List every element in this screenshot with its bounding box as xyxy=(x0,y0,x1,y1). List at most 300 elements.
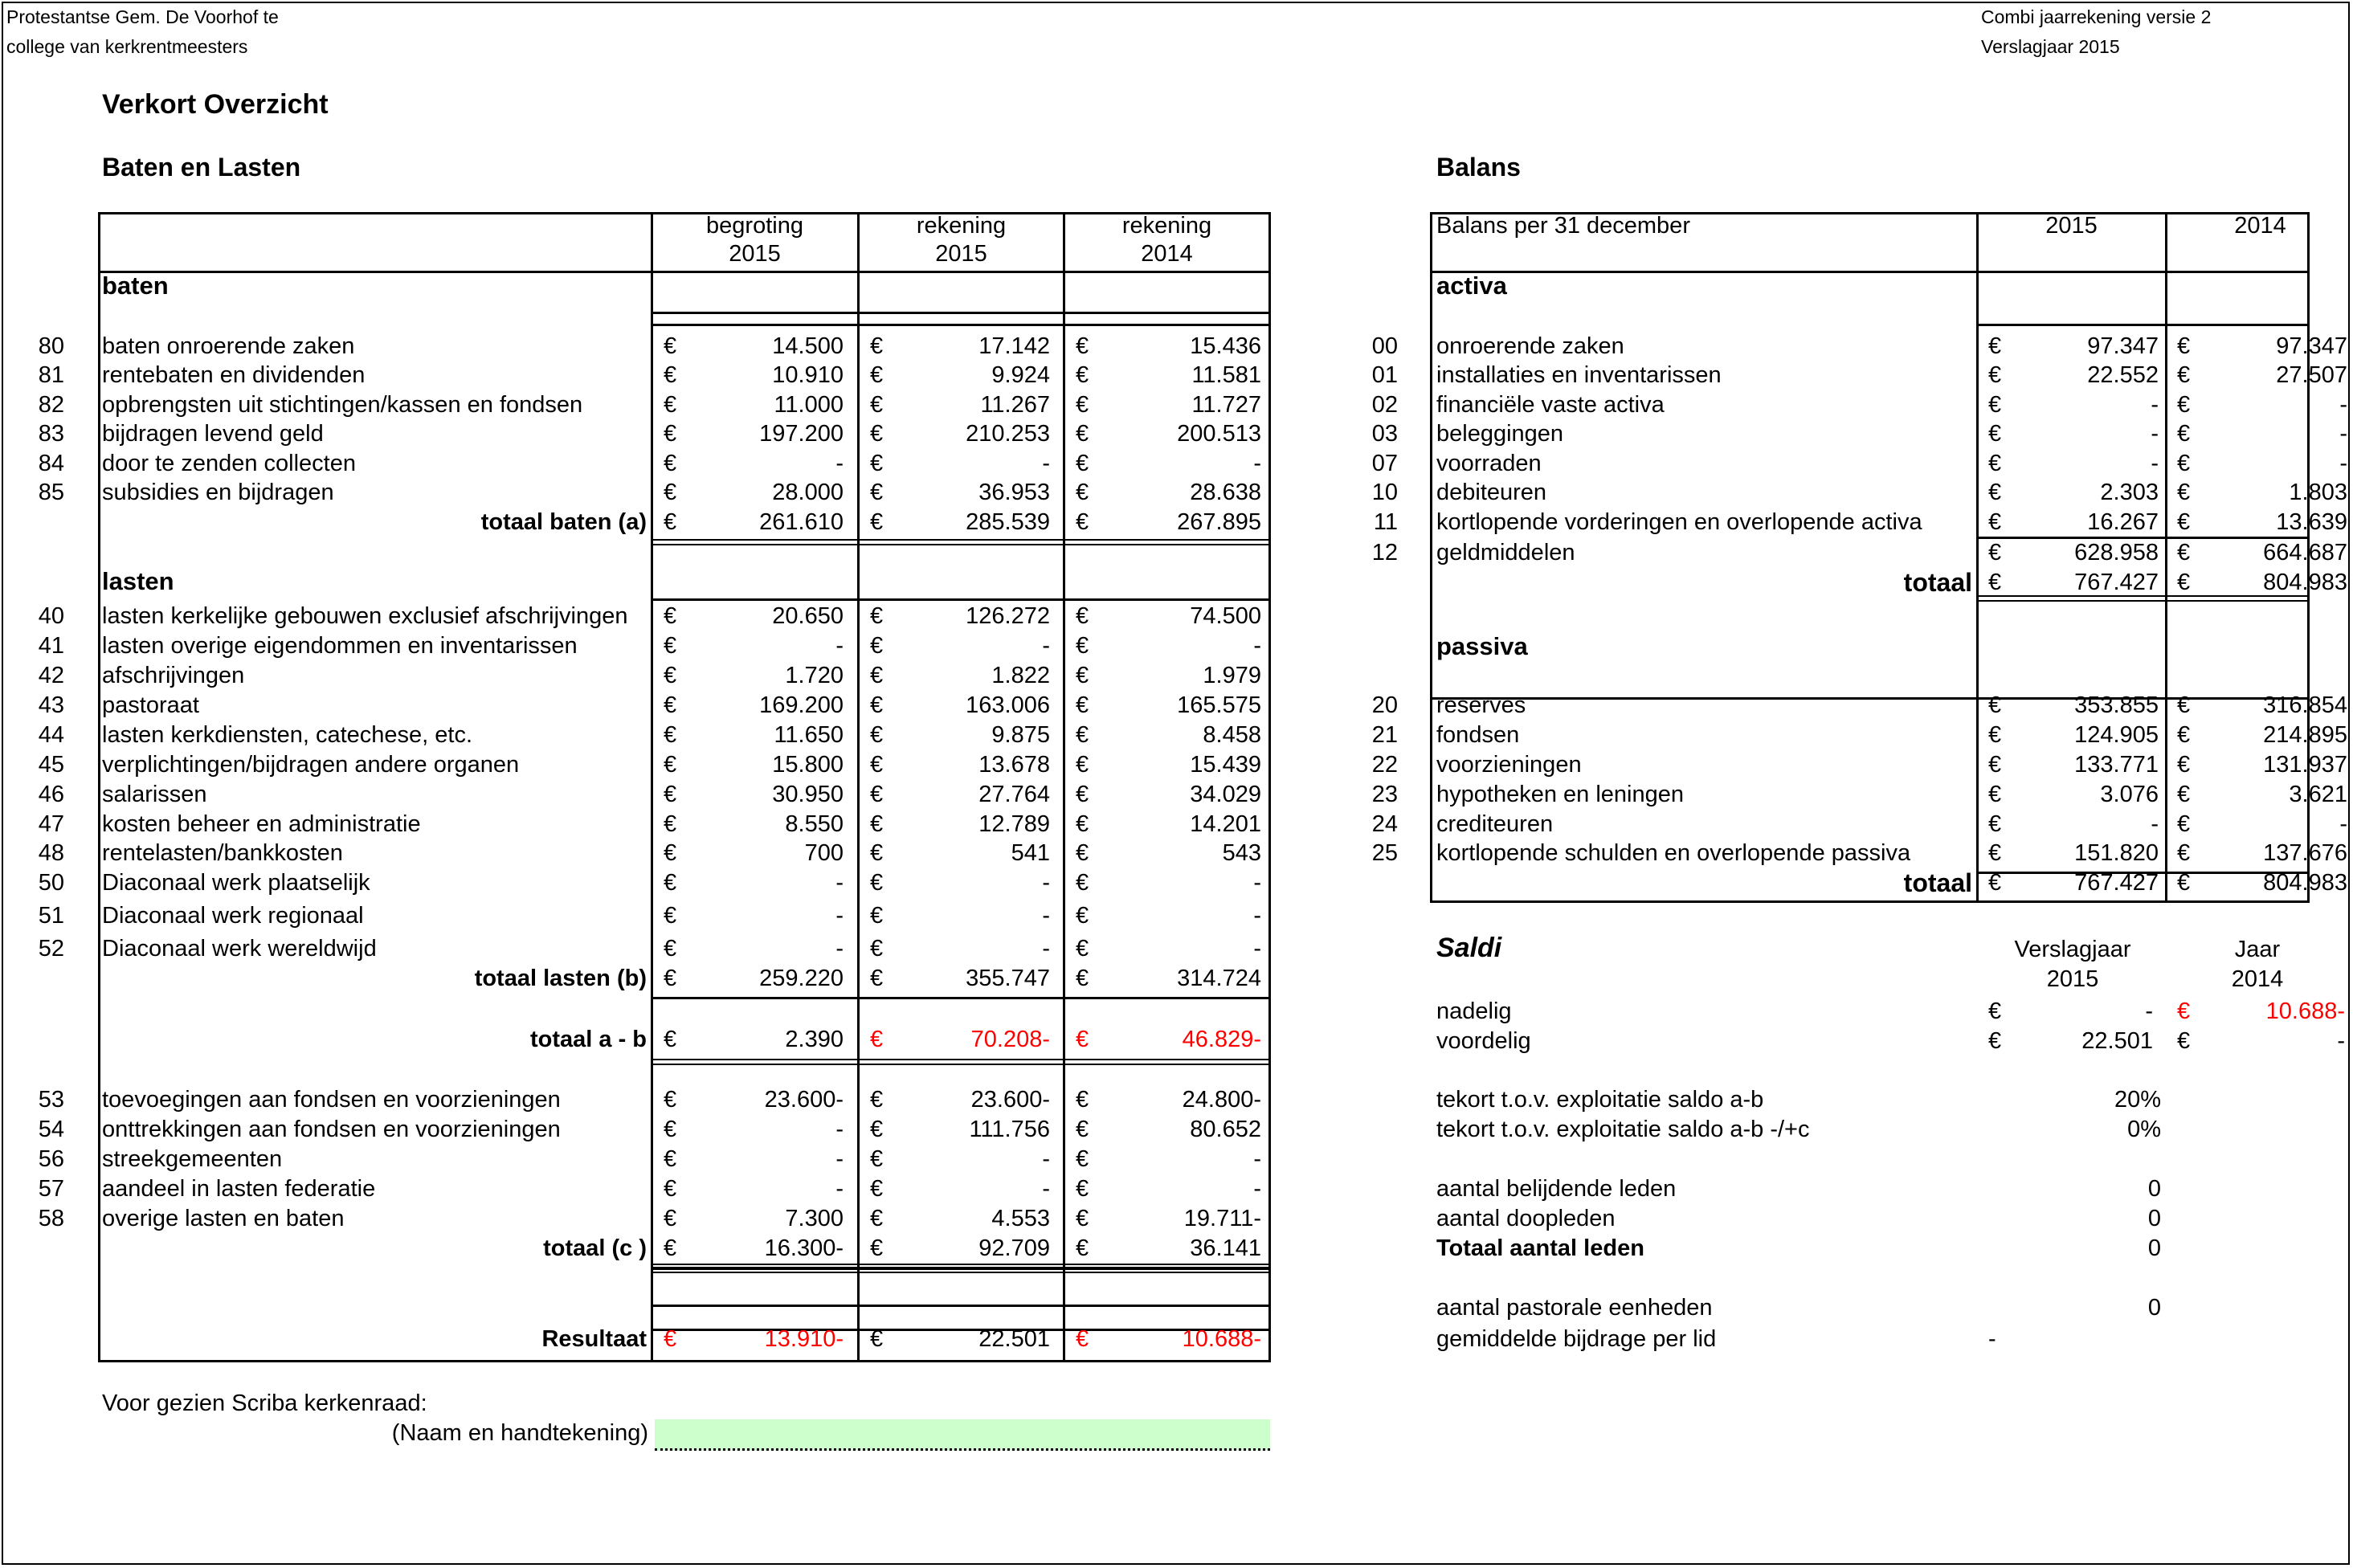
euro-sign: € xyxy=(2177,570,2191,595)
amount-cell: - xyxy=(835,451,844,476)
account-code: 56 xyxy=(38,1146,64,1172)
amount-cell: 259.220 xyxy=(759,966,844,991)
amount-cell: 131.937 xyxy=(2263,752,2347,778)
account-code: 54 xyxy=(38,1117,64,1142)
euro-sign: € xyxy=(664,1235,677,1261)
euro-sign: € xyxy=(870,840,884,866)
amount-cell: 9.875 xyxy=(991,722,1050,748)
amount-cell: - xyxy=(1253,936,1261,962)
account-label: toevoegingen aan fondsen en voorzieningen xyxy=(102,1087,561,1113)
amount-cell: 36.141 xyxy=(1190,1235,1261,1261)
balans-header-label: Balans per 31 december xyxy=(1436,213,1690,239)
account-code: 44 xyxy=(38,722,64,748)
euro-sign: € xyxy=(2177,540,2191,566)
total-label: totaal (c ) xyxy=(543,1235,647,1261)
euro-sign: € xyxy=(870,1027,884,1052)
euro-sign: € xyxy=(664,1027,677,1052)
euro-sign: € xyxy=(1988,480,2002,505)
amount-cell: 8.550 xyxy=(785,811,844,837)
amount-cell: 804.983 xyxy=(2263,870,2347,896)
account-label: onroerende zaken xyxy=(1436,333,1624,359)
row-separator xyxy=(652,312,1271,314)
row-separator xyxy=(1977,324,2310,326)
amount-cell: - xyxy=(835,1117,844,1142)
amount-cell: - xyxy=(835,633,844,659)
amount-cell: 11.727 xyxy=(1191,392,1261,418)
euro-sign: € xyxy=(1988,752,2002,778)
saldi-col2-year: 2014 xyxy=(2231,966,2284,992)
account-label: hypotheken en leningen xyxy=(1436,782,1684,807)
account-label: lasten overige eigendommen en inventarissen xyxy=(102,633,578,659)
stat-value: 0 xyxy=(2147,1176,2161,1202)
euro-sign: € xyxy=(1988,722,2002,748)
balans-title: Balans xyxy=(1436,153,1521,182)
amount-cell: 267.895 xyxy=(1177,509,1261,535)
euro-sign: € xyxy=(2177,362,2191,388)
amount-cell: - xyxy=(835,936,844,962)
amount-cell: 1.822 xyxy=(991,663,1050,688)
amount-cell: 9.924 xyxy=(991,362,1050,388)
account-label: voorraden xyxy=(1436,451,1542,476)
account-label: kortlopende schulden en overlopende passiva xyxy=(1436,840,1911,866)
account-label: debiteuren xyxy=(1436,480,1547,505)
account-code: 01 xyxy=(1371,362,1398,388)
account-code: 80 xyxy=(38,333,64,359)
account-code: 20 xyxy=(1371,692,1398,718)
account-code: 12 xyxy=(1371,540,1398,566)
euro-sign: € xyxy=(870,1117,884,1142)
amount-cell: 22.552 xyxy=(2087,362,2159,388)
euro-sign: € xyxy=(664,392,677,418)
account-code: 22 xyxy=(1371,752,1398,778)
amount-cell: 355.747 xyxy=(966,966,1050,991)
euro-sign: € xyxy=(870,692,884,718)
euro-sign: € xyxy=(2177,451,2191,476)
euro-sign: € xyxy=(1988,692,2002,718)
org-subtitle: college van kerkrentmeesters xyxy=(6,36,248,57)
euro-sign: € xyxy=(1988,451,2002,476)
account-label: streekgemeenten xyxy=(102,1146,283,1172)
euro-sign: € xyxy=(870,752,884,778)
euro-sign: € xyxy=(664,509,677,535)
euro-sign: € xyxy=(870,1235,884,1261)
amount-cell: - xyxy=(1042,1176,1050,1202)
amount-cell: - xyxy=(1042,451,1050,476)
amount-cell: 163.006 xyxy=(966,692,1050,718)
amount-cell: - xyxy=(1042,1146,1050,1172)
account-code: 45 xyxy=(38,752,64,778)
account-label: Diaconaal werk wereldwijd xyxy=(102,936,377,962)
year-header: 2014 xyxy=(2234,213,2286,239)
section-passiva: passiva xyxy=(1436,632,1528,660)
amount-cell: 15.436 xyxy=(1190,333,1261,359)
euro-sign: € xyxy=(1076,1206,1089,1231)
amount-cell: 16.267 xyxy=(2087,509,2159,535)
account-code: 23 xyxy=(1371,782,1398,807)
stat-value: - xyxy=(1988,1326,1996,1352)
amount-cell: 10.910 xyxy=(772,362,844,388)
euro-sign: € xyxy=(1076,966,1089,991)
euro-sign: € xyxy=(2177,722,2191,748)
account-code: 52 xyxy=(38,936,64,962)
account-code: 58 xyxy=(38,1206,64,1231)
euro-sign: € xyxy=(1076,692,1089,718)
amount-cell: 1.803 xyxy=(2289,480,2347,505)
amount-cell: 214.895 xyxy=(2263,722,2347,748)
account-label: lasten kerkdiensten, catechese, etc. xyxy=(102,722,473,748)
amount-cell: - xyxy=(2339,421,2347,447)
euro-sign: € xyxy=(870,633,884,659)
amount-cell: - xyxy=(2151,451,2159,476)
euro-sign: € xyxy=(1076,1176,1089,1202)
account-code: 57 xyxy=(38,1176,64,1202)
amount-cell: 767.427 xyxy=(2074,570,2159,595)
euro-sign: € xyxy=(664,603,677,629)
account-code: 85 xyxy=(38,480,64,505)
euro-sign: € xyxy=(2177,421,2191,447)
column-header-year: 2015 xyxy=(729,241,781,267)
euro-sign: € xyxy=(664,811,677,837)
euro-sign: € xyxy=(870,362,884,388)
amount-cell: 1.979 xyxy=(1203,663,1261,688)
euro-sign: € xyxy=(2177,998,2191,1024)
amount-cell: 22.501 xyxy=(2081,1028,2153,1054)
amount-cell: 14.201 xyxy=(1190,811,1261,837)
amount-cell: - xyxy=(835,1176,844,1202)
amount-cell: 27.507 xyxy=(2276,362,2347,388)
account-code: 00 xyxy=(1371,333,1398,359)
euro-sign: € xyxy=(664,1206,677,1231)
amount-cell: - xyxy=(1253,451,1261,476)
stat-value: 20% xyxy=(2114,1087,2161,1113)
euro-sign: € xyxy=(1988,870,2002,896)
baten-lasten-title: Baten en Lasten xyxy=(102,153,301,182)
account-label: Diaconaal werk regionaal xyxy=(102,903,364,929)
amount-cell: 11.000 xyxy=(774,392,844,418)
euro-sign: € xyxy=(1988,421,2002,447)
amount-cell: 165.575 xyxy=(1177,692,1261,718)
account-label: geldmiddelen xyxy=(1436,540,1575,566)
amount-cell: 24.800- xyxy=(1182,1087,1261,1113)
amount-cell: 92.709 xyxy=(978,1235,1050,1261)
amount-cell: - xyxy=(1042,936,1050,962)
account-label: subsidies en bijdragen xyxy=(102,480,334,505)
amount-cell: 20.650 xyxy=(772,603,844,629)
amount-cell: - xyxy=(1253,633,1261,659)
account-code: 53 xyxy=(38,1087,64,1113)
column-header-year: 2015 xyxy=(935,241,987,267)
euro-sign: € xyxy=(870,1176,884,1202)
double-separator xyxy=(652,539,1271,545)
stat-label: gemiddelde bijdrage per lid xyxy=(1436,1326,1717,1352)
account-code: 82 xyxy=(38,392,64,418)
amount-cell: - xyxy=(1042,870,1050,896)
amount-cell: 541 xyxy=(1011,840,1050,866)
amount-cell: 14.500 xyxy=(772,333,844,359)
account-code: 42 xyxy=(38,663,64,688)
amount-cell: - xyxy=(2339,451,2347,476)
euro-sign: € xyxy=(870,903,884,929)
euro-sign: € xyxy=(1076,362,1089,388)
page-title: Verkort Overzicht xyxy=(102,89,329,120)
amount-cell: 11.581 xyxy=(1191,362,1261,388)
amount-cell: 169.200 xyxy=(759,692,844,718)
amount-cell: 15.800 xyxy=(772,752,844,778)
amount-cell: 137.676 xyxy=(2263,840,2347,866)
account-label: kosten beheer en administratie xyxy=(102,811,421,837)
account-label: opbrengsten uit stichtingen/kassen en fondsen xyxy=(102,392,583,418)
account-label: rentelasten/bankkosten xyxy=(102,840,343,866)
euro-sign: € xyxy=(870,663,884,688)
euro-sign: € xyxy=(664,870,677,896)
account-label: installaties en inventarissen xyxy=(1436,362,1722,388)
euro-sign: € xyxy=(870,421,884,447)
account-code: 84 xyxy=(38,451,64,476)
account-label: afschrijvingen xyxy=(102,663,245,688)
amount-cell: 23.600- xyxy=(764,1087,844,1113)
amount-cell: 133.771 xyxy=(2074,752,2159,778)
euro-sign: € xyxy=(1076,333,1089,359)
double-separator xyxy=(652,1264,1271,1270)
stat-value: 0 xyxy=(2147,1235,2161,1261)
account-code: 11 xyxy=(1373,509,1398,535)
euro-sign: € xyxy=(870,509,884,535)
amount-cell: 261.610 xyxy=(759,509,844,535)
account-code: 07 xyxy=(1371,451,1398,476)
amount-cell: 74.500 xyxy=(1190,603,1261,629)
euro-sign: € xyxy=(1076,870,1089,896)
year-header: 2015 xyxy=(2045,213,2098,239)
account-label: aandeel in lasten federatie xyxy=(102,1176,376,1202)
double-separator xyxy=(1977,595,2310,602)
euro-sign: € xyxy=(664,1087,677,1113)
euro-sign: € xyxy=(870,1087,884,1113)
amount-cell: - xyxy=(2145,998,2153,1024)
account-label: onttrekkingen aan fondsen en voorzieningen xyxy=(102,1117,561,1142)
euro-sign: € xyxy=(870,870,884,896)
euro-sign: € xyxy=(664,903,677,929)
amount-cell: - xyxy=(2151,811,2159,837)
amount-cell: 126.272 xyxy=(966,603,1050,629)
euro-sign: € xyxy=(1076,392,1089,418)
euro-sign: € xyxy=(664,752,677,778)
account-code: 47 xyxy=(38,811,64,837)
amount-cell: 13.910- xyxy=(764,1326,844,1352)
amount-cell: 97.347 xyxy=(2276,333,2347,359)
column-header-year: 2014 xyxy=(1141,241,1193,267)
account-code: 21 xyxy=(1371,722,1398,748)
stat-label: aantal pastorale eenheden xyxy=(1436,1295,1713,1321)
account-label: fondsen xyxy=(1436,722,1520,748)
euro-sign: € xyxy=(1076,752,1089,778)
section-lasten: lasten xyxy=(102,567,174,595)
account-code: 83 xyxy=(38,421,64,447)
euro-sign: € xyxy=(2177,811,2191,837)
account-code: 02 xyxy=(1371,392,1398,418)
account-code: 25 xyxy=(1371,840,1398,866)
euro-sign: € xyxy=(1988,840,2002,866)
amount-cell: 314.724 xyxy=(1177,966,1261,991)
amount-cell: 36.953 xyxy=(978,480,1050,505)
stat-value: 0 xyxy=(2147,1295,2161,1321)
euro-sign: € xyxy=(870,811,884,837)
account-label: Diaconaal werk plaatselijk xyxy=(102,870,370,896)
euro-sign: € xyxy=(1076,903,1089,929)
amount-cell: 23.600- xyxy=(970,1087,1050,1113)
euro-sign: € xyxy=(664,633,677,659)
euro-sign: € xyxy=(1076,451,1089,476)
amount-cell: 97.347 xyxy=(2087,333,2159,359)
account-code: 24 xyxy=(1371,811,1398,837)
amount-cell: - xyxy=(1253,903,1261,929)
euro-sign: € xyxy=(664,722,677,748)
account-code: 03 xyxy=(1371,421,1398,447)
amount-cell: - xyxy=(1253,870,1261,896)
column-header: rekening xyxy=(1121,213,1212,239)
amount-cell: 353.855 xyxy=(2074,692,2159,718)
amount-cell: - xyxy=(2151,421,2159,447)
amount-cell: 28.638 xyxy=(1190,480,1261,505)
amount-cell: 34.029 xyxy=(1190,782,1261,807)
euro-sign: € xyxy=(2177,1028,2191,1054)
account-code: 81 xyxy=(38,362,64,388)
euro-sign: € xyxy=(1988,333,2002,359)
euro-sign: € xyxy=(664,1326,677,1352)
euro-sign: € xyxy=(1076,509,1089,535)
account-code: 48 xyxy=(38,840,64,866)
euro-sign: € xyxy=(2177,392,2191,418)
account-code: 43 xyxy=(38,692,64,718)
euro-sign: € xyxy=(1988,540,2002,566)
stat-value: 0 xyxy=(2147,1206,2161,1231)
euro-sign: € xyxy=(664,692,677,718)
euro-sign: € xyxy=(870,1326,884,1352)
euro-sign: € xyxy=(1076,1117,1089,1142)
stat-label: tekort t.o.v. exploitatie saldo a-b -/+c xyxy=(1436,1117,1810,1142)
amount-cell: 210.253 xyxy=(966,421,1050,447)
saldi-col1-year: 2015 xyxy=(2046,966,2099,992)
euro-sign: € xyxy=(1076,1146,1089,1172)
amount-cell: - xyxy=(2339,392,2347,418)
euro-sign: € xyxy=(1076,603,1089,629)
total-label: totaal xyxy=(1903,868,1972,897)
column-header: rekening xyxy=(916,213,1007,239)
amount-cell: 804.983 xyxy=(2263,570,2347,595)
account-label: beleggingen xyxy=(1436,421,1564,447)
double-separator xyxy=(652,1059,1271,1065)
amount-cell: - xyxy=(2151,392,2159,418)
saldi-title: Saldi xyxy=(1436,933,1502,963)
account-code: 40 xyxy=(38,603,64,629)
amount-cell: 10.688- xyxy=(1182,1326,1261,1352)
stat-value: 0% xyxy=(2127,1117,2161,1142)
amount-cell: 10.688- xyxy=(2265,998,2345,1024)
stat-label: aantal belijdende leden xyxy=(1436,1176,1677,1202)
saldi-col2-header: Jaar xyxy=(2234,937,2281,962)
amount-cell: - xyxy=(2337,1028,2345,1054)
section-activa: activa xyxy=(1436,272,1507,300)
account-code: 46 xyxy=(38,782,64,807)
amount-cell: 12.789 xyxy=(978,811,1050,837)
euro-sign: € xyxy=(664,1146,677,1172)
account-label: salarissen xyxy=(102,782,207,807)
euro-sign: € xyxy=(664,663,677,688)
account-label: reserves xyxy=(1436,692,1526,718)
amount-cell: 4.553 xyxy=(991,1206,1050,1231)
euro-sign: € xyxy=(664,782,677,807)
signature-caption: Voor gezien Scriba kerkenraad: xyxy=(102,1390,427,1416)
amount-cell: 111.756 xyxy=(969,1117,1050,1142)
amount-cell: 46.829- xyxy=(1182,1027,1261,1052)
euro-sign: € xyxy=(1988,362,2002,388)
amount-cell: 285.539 xyxy=(966,509,1050,535)
amount-cell: 8.458 xyxy=(1203,722,1261,748)
euro-sign: € xyxy=(2177,692,2191,718)
account-label: verplichtingen/bijdragen andere organen xyxy=(102,752,520,778)
account-label: kortlopende vorderingen en overlopende activa xyxy=(1436,509,1922,535)
euro-sign: € xyxy=(664,421,677,447)
amount-cell: - xyxy=(1042,903,1050,929)
amount-cell: 22.501 xyxy=(978,1326,1050,1352)
amount-cell: 1.720 xyxy=(785,663,844,688)
account-label: bijdragen levend geld xyxy=(102,421,324,447)
euro-sign: € xyxy=(1988,1028,2002,1054)
stat-label: aantal doopleden xyxy=(1436,1206,1616,1231)
total-label: totaal a - b xyxy=(529,1027,647,1052)
euro-sign: € xyxy=(1076,782,1089,807)
amount-cell: 11.650 xyxy=(774,722,844,748)
amount-cell: 15.439 xyxy=(1190,752,1261,778)
saldi-col1-header: Verslagjaar xyxy=(2014,937,2131,962)
column-header: begroting xyxy=(706,213,803,239)
amount-cell: 27.764 xyxy=(978,782,1050,807)
euro-sign: € xyxy=(870,1146,884,1172)
euro-sign: € xyxy=(870,451,884,476)
amount-cell: 17.142 xyxy=(978,333,1050,359)
amount-cell: 628.958 xyxy=(2074,540,2159,566)
euro-sign: € xyxy=(1988,570,2002,595)
account-code: 51 xyxy=(38,903,64,929)
account-label: lasten kerkelijke gebouwen exclusief afschrijvingen xyxy=(102,603,628,629)
euro-sign: € xyxy=(1988,392,2002,418)
euro-sign: € xyxy=(1076,1027,1089,1052)
euro-sign: € xyxy=(1076,722,1089,748)
report-year: Verslagjaar 2015 xyxy=(1981,36,2120,57)
section-baten: baten xyxy=(102,272,169,300)
account-label: baten onroerende zaken xyxy=(102,333,355,359)
amount-cell: 700 xyxy=(804,840,844,866)
amount-cell: 2.390 xyxy=(785,1027,844,1052)
euro-sign: € xyxy=(1076,663,1089,688)
row-separator xyxy=(652,1305,1271,1307)
euro-sign: € xyxy=(2177,782,2191,807)
euro-sign: € xyxy=(1076,480,1089,505)
euro-sign: € xyxy=(664,936,677,962)
signature-field[interactable] xyxy=(655,1419,1270,1451)
euro-sign: € xyxy=(870,480,884,505)
euro-sign: € xyxy=(1988,811,2002,837)
euro-sign: € xyxy=(1076,1235,1089,1261)
euro-sign: € xyxy=(664,362,677,388)
amount-cell: - xyxy=(2339,811,2347,837)
account-label: rentebaten en dividenden xyxy=(102,362,366,388)
account-code: 10 xyxy=(1371,480,1398,505)
org-name: Protestantse Gem. De Voorhof te xyxy=(6,6,279,27)
amount-cell: 197.200 xyxy=(759,421,844,447)
amount-cell: 543 xyxy=(1222,840,1261,866)
euro-sign: € xyxy=(870,782,884,807)
amount-cell: 13.678 xyxy=(978,752,1050,778)
